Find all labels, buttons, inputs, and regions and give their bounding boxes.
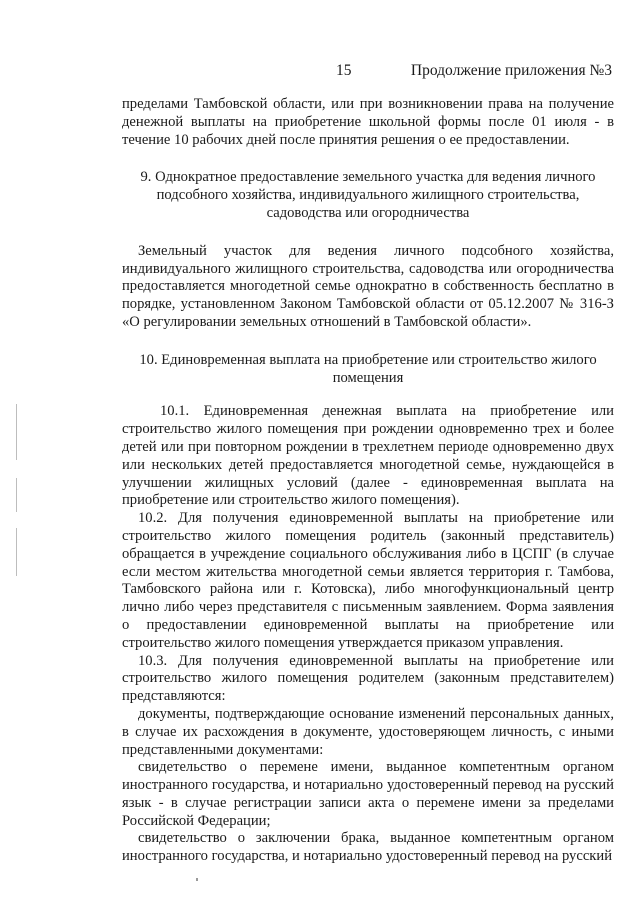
margin-scan-mark <box>16 404 17 460</box>
page-number: 15 <box>336 62 352 79</box>
paragraph-10-1: 10.1. Единовременная денежная выплата на приобретение или строительство жилого помещения при рождении одновременно трех и более детей или при повторном рождении в трехлетнем периоде одновременно двух или нескольких детей предоставляется многодетной семье, нуждающейся в улучшении жилищных условий (далее - единовременная выплата на приобретение или строительство жилого помещения). <box>122 403 614 509</box>
intro-paragraph: пределами Тамбовской области, или при возникновении права на получение денежной выплаты на приобретение школьной формы после 01 июля - в течение 10 рабочих дней после принятия решения о ее предоставлении. <box>122 96 614 148</box>
scan-dot <box>196 878 198 881</box>
appendix-continuation-title: Продолжение приложения №3 <box>410 62 612 79</box>
section-10-heading: 10. Единовременная выплата на приобретение или строительство жилого помещения <box>139 351 597 386</box>
section-9-paragraph: Земельный участок для ведения личного подсобного хозяйства, индивидуального жилищного строительства, садоводства или огородничества предоставляется многодетной семье однократно в собственность бесплатно в порядке, установленном Законом Тамбовской области от 05.12.2007 № 316-З «О регулировании земельных отношений в Тамбовской области». <box>122 242 614 330</box>
document-body <box>122 96 614 866</box>
margin-scan-mark <box>16 528 17 576</box>
paragraph-marriage: свидетельство о заключении брака, выданное компетентным органом иностранного государства, и нотариально удостоверенный перевод на русский <box>122 830 614 865</box>
paragraph-10-2: 10.2. Для получения единовременной выплаты на приобретение или строительство жилого помещения родитель (законный представитель) обращается в учреждение социального обслуживания либо в ЦСПГ (в случае если местом жительства многодетной семьи является территория г. Тамбова, Тамбовского района или г. Котовска), либо многофункциональный центр лично либо через представителя с письменным заявлением. Форма заявления о предоставлении единовременной выплаты на приобретение или строительство жилого помещения утверждается приказом управления. <box>122 510 614 651</box>
section-9-heading: 9. Однократное предоставление земельного участка для ведения личного подсобного хозяйства, индивидуального жилищного строительства, садоводства или огородничества <box>140 169 596 221</box>
paragraph-documents: документы, подтверждающие основание изменений персональных данных, в случае их расхождения в документе, удостоверяющем личность, с иными представленными документами: <box>122 705 614 758</box>
paragraph-10-3: 10.3. Для получения единовременной выплаты на приобретение или строительство жилого помещения родителем (законным представителем) представляются: <box>122 652 614 705</box>
paragraph-name-change: свидетельство о перемене имени, выданное компетентным органом иностранного государства, и нотариально удостоверенный перевод на русский язык - в случае регистрации записи акта о перемене имени за пределами Российской Федерации; <box>122 759 614 829</box>
margin-scan-mark <box>16 478 17 512</box>
